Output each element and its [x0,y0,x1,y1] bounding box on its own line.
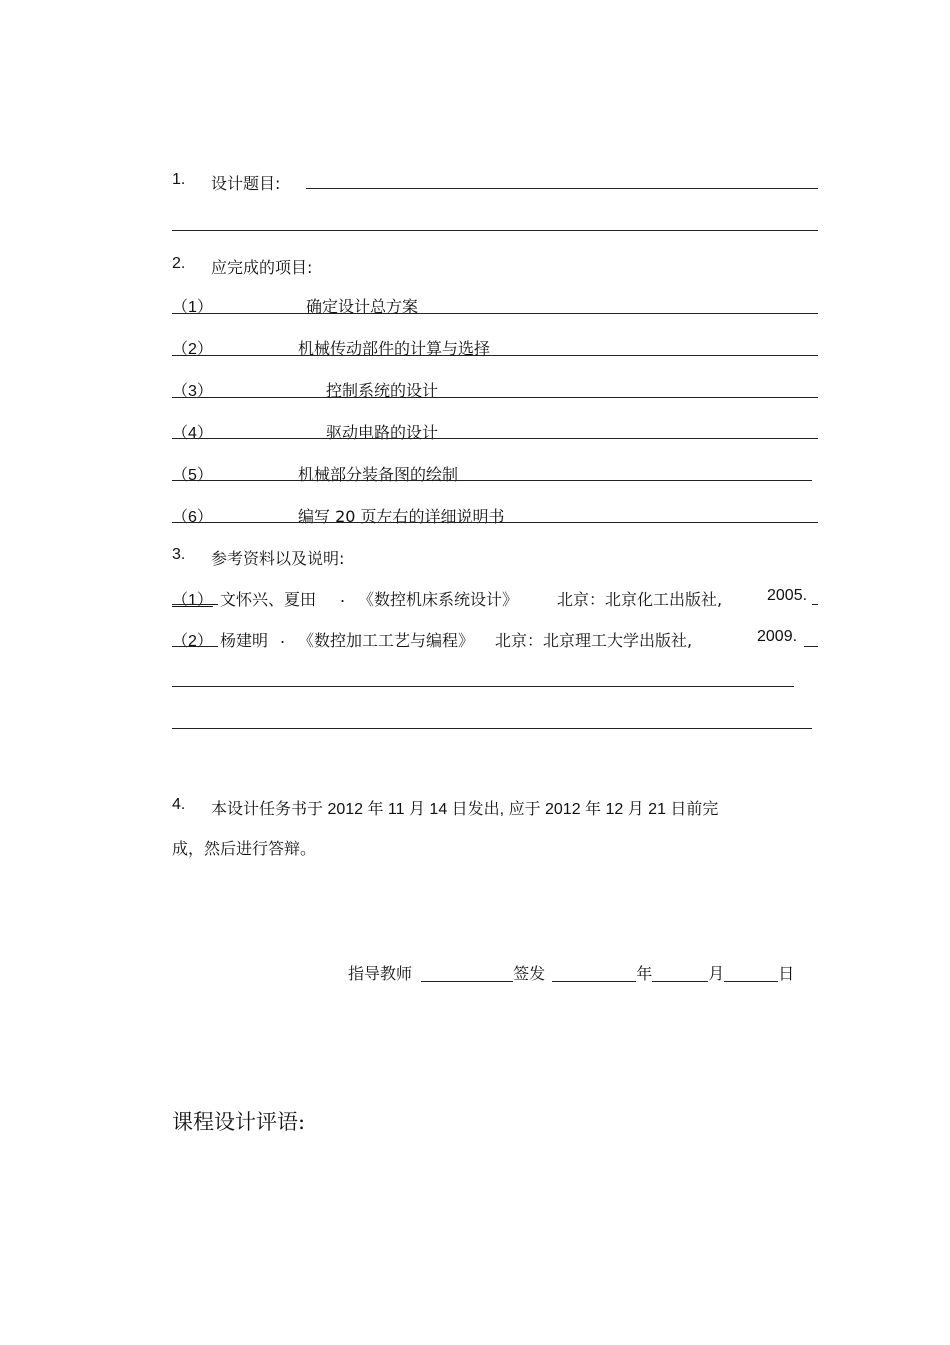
ref-2-sep: . [280,628,286,647]
comments-heading: 课程设计评语: [172,1110,306,1134]
item-4-text: 驱动电路的设计 [326,423,439,442]
day-field[interactable] [724,965,778,982]
item-6-underline [172,522,818,523]
day-label: 日 [778,964,795,983]
ref-1-author: 文怀兴、夏田 [220,590,317,609]
ref-2-publisher: 北京：北京理工大学出版社, [495,631,693,650]
section3-label: 参考资料以及说明: [211,549,345,568]
ref-2-underline-start [172,646,218,647]
section2-label: 应完成的项目: [211,258,313,277]
issue-label: 签发 [513,964,546,983]
item-6-text: 编写 20 页左右的详细说明书 [298,507,505,526]
item-3-number: （3） [172,383,213,400]
ref-1-underline-end [812,604,818,605]
section4-line2: 成，然后进行答辩。 [172,839,317,858]
ref-1-sep: . [340,587,346,606]
item-6-number: （6） [172,509,213,526]
month-label: 月 [708,964,725,983]
notes-field-line1[interactable] [172,686,794,687]
year-label: 年 [636,964,653,983]
section1-number: 1. [172,171,186,188]
ref-2-author: 杨建明 [220,631,269,650]
ref-1-publisher: 北京：北京化工出版社, [557,590,723,609]
month-field[interactable] [652,965,708,982]
ref-2-title: 《数控加工工艺与编程》 [298,631,475,650]
item-2-underline [172,355,818,356]
section4-number: 4. [172,796,186,813]
item-3-underline [172,397,818,398]
item-1-text: 确定设计总方案 [306,297,419,316]
section3-number: 3. [172,546,186,563]
ref-1-number: （1） [172,592,213,609]
item-4-number: （4） [172,425,213,442]
advisor-label: 指导教师 [348,964,413,983]
item-4-underline [172,438,818,439]
item-5-text: 机械部分装备图的绘制 [298,465,459,484]
item-1-underline [172,313,818,314]
item-5-number: （5） [172,467,213,484]
ref-1-title: 《数控机床系统设计》 [358,590,519,609]
ref-1-year: 2005. [767,587,808,604]
ref-2-year: 2009. [757,628,798,645]
item-3-text: 控制系统的设计 [326,381,439,400]
item-5-underline [172,480,812,481]
issue-field[interactable] [552,965,636,982]
section4-line1: 本设计任务书于 2012 年 11 月 14 日发出, 应于 2012 年 12 月 21 日前完 [211,801,719,818]
section2-number: 2. [172,255,186,272]
item-2-text: 机械传动部件的计算与选择 [298,339,491,358]
ref-2-number: （2） [172,633,213,650]
ref-2-underline-end [804,646,818,647]
advisor-name-field[interactable] [421,965,513,982]
notes-field-line2[interactable] [172,728,812,729]
design-title-field-line2[interactable] [172,230,818,231]
ref-1-underline-start [172,604,218,605]
section1-label: 设计题目: [211,174,281,193]
signature-row [348,961,794,984]
item-1-number: （1） [172,299,213,316]
design-title-field[interactable] [306,188,818,189]
item-2-number: （2） [172,341,213,358]
